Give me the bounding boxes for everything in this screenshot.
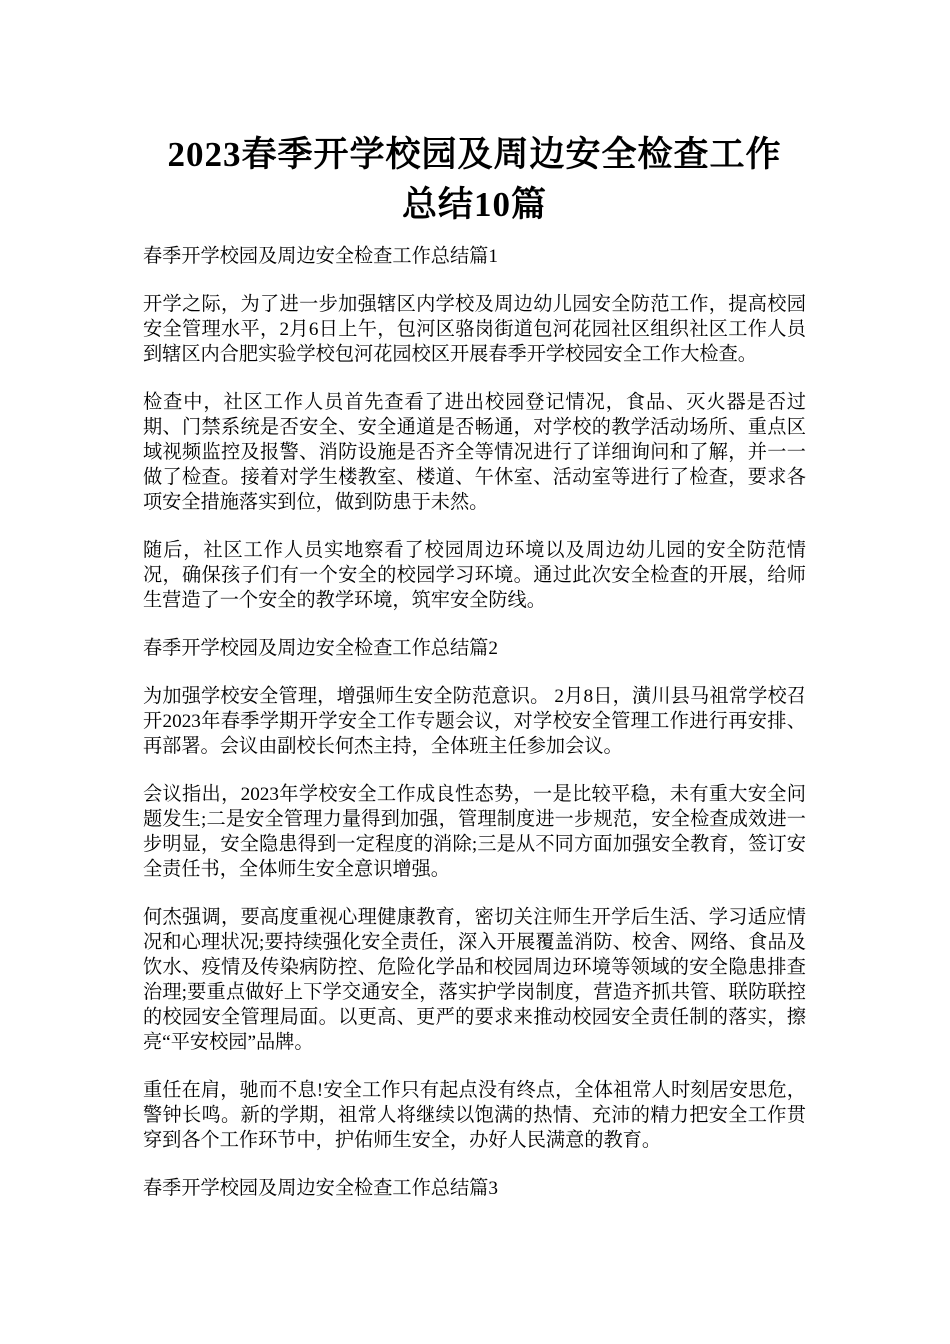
document-title-line-1: 2023春季开学校园及周边安全检查工作	[167, 135, 782, 174]
section-1-heading: 春季开学校园及周边安全检查工作总结篇1	[143, 246, 498, 267]
section-2-heading: 春季开学校园及周边安全检查工作总结篇2	[143, 638, 498, 659]
section-1-paragraph-2: 检查中，社区工作人员首先查看了进出校园登记情况，食品、灭火器是否过期、门禁系统是否安全、安全通道是否畅通，对学校的教学活动场所、重点区域视频监控及报警、消防设施是否齐全等情况进行了详细询问和了解，并一一做了检查。接着对学生楼教室、楼道、午休室、活动室等进行了检查，要求各项安全措施落实到位，做到防患于未然。	[143, 392, 806, 513]
section-3-heading: 春季开学校园及周边安全检查工作总结篇3	[143, 1178, 498, 1199]
section-2-paragraph-2: 会议指出，2023年学校安全工作成良性态势，一是比较平稳，未有重大安全问题发生;二是安全管理力量得到加强，管理制度进一步规范，安全检查成效进一步明显，安全隐患得到一定程度的消除;三是从不同方面加强安全教育，签订安全责任书，全体师生安全意识增强。	[143, 784, 806, 880]
section-2-paragraph-1: 为加强学校安全管理，增强师生安全防范意识。 2月8日，潢川县马祖常学校召开2023年春季学期开学安全工作专题会议，对学校安全管理工作进行再安排、再部署。会议由副校长何杰主持，全体班主任参加会议。	[143, 686, 806, 757]
section-1-paragraph-1: 开学之际，为了进一步加强辖区内学校及周边幼儿园安全防范工作，提高校园安全管理水平，2月6日上午，包河区骆岗街道包河花园社区组织社区工作人员到辖区内合肥实验学校包河花园校区开展春季开学校园安全工作大检查。	[143, 294, 806, 365]
section-2-paragraph-4: 重任在肩，驰而不息!安全工作只有起点没有终点，全体祖常人时刻居安思危，警钟长鸣。新的学期，祖常人将继续以饱满的热情、充沛的精力把安全工作贯穿到各个工作环节中，护佑师生安全，办好人民满意的教育。	[143, 1080, 806, 1151]
section-1-paragraph-3: 随后，社区工作人员实地察看了校园周边环境以及周边幼儿园的安全防范情况，确保孩子们有一个安全的校园学习环境。通过此次安全检查的开展，给师生营造了一个安全的教学环境，筑牢安全防线。	[143, 540, 806, 611]
document-title-line-2: 总结10篇	[401, 185, 547, 224]
section-2-paragraph-3: 何杰强调，要高度重视心理健康教育，密切关注师生开学后生活、学习适应情况和心理状况;要持续强化安全责任，深入开展覆盖消防、校舍、网络、食品及饮水、疫情及传染病防控、危险化学品和校园周边环境等领域的安全隐患排查治理;要重点做好上下学交通安全，落实护学岗制度，营造齐抓共管、联防联控的校园安全管理局面。以更高、更严的要求来推动校园安全责任制的落实，擦亮“平安校园”品牌。	[143, 907, 806, 1053]
document-title	[143, 130, 806, 230]
